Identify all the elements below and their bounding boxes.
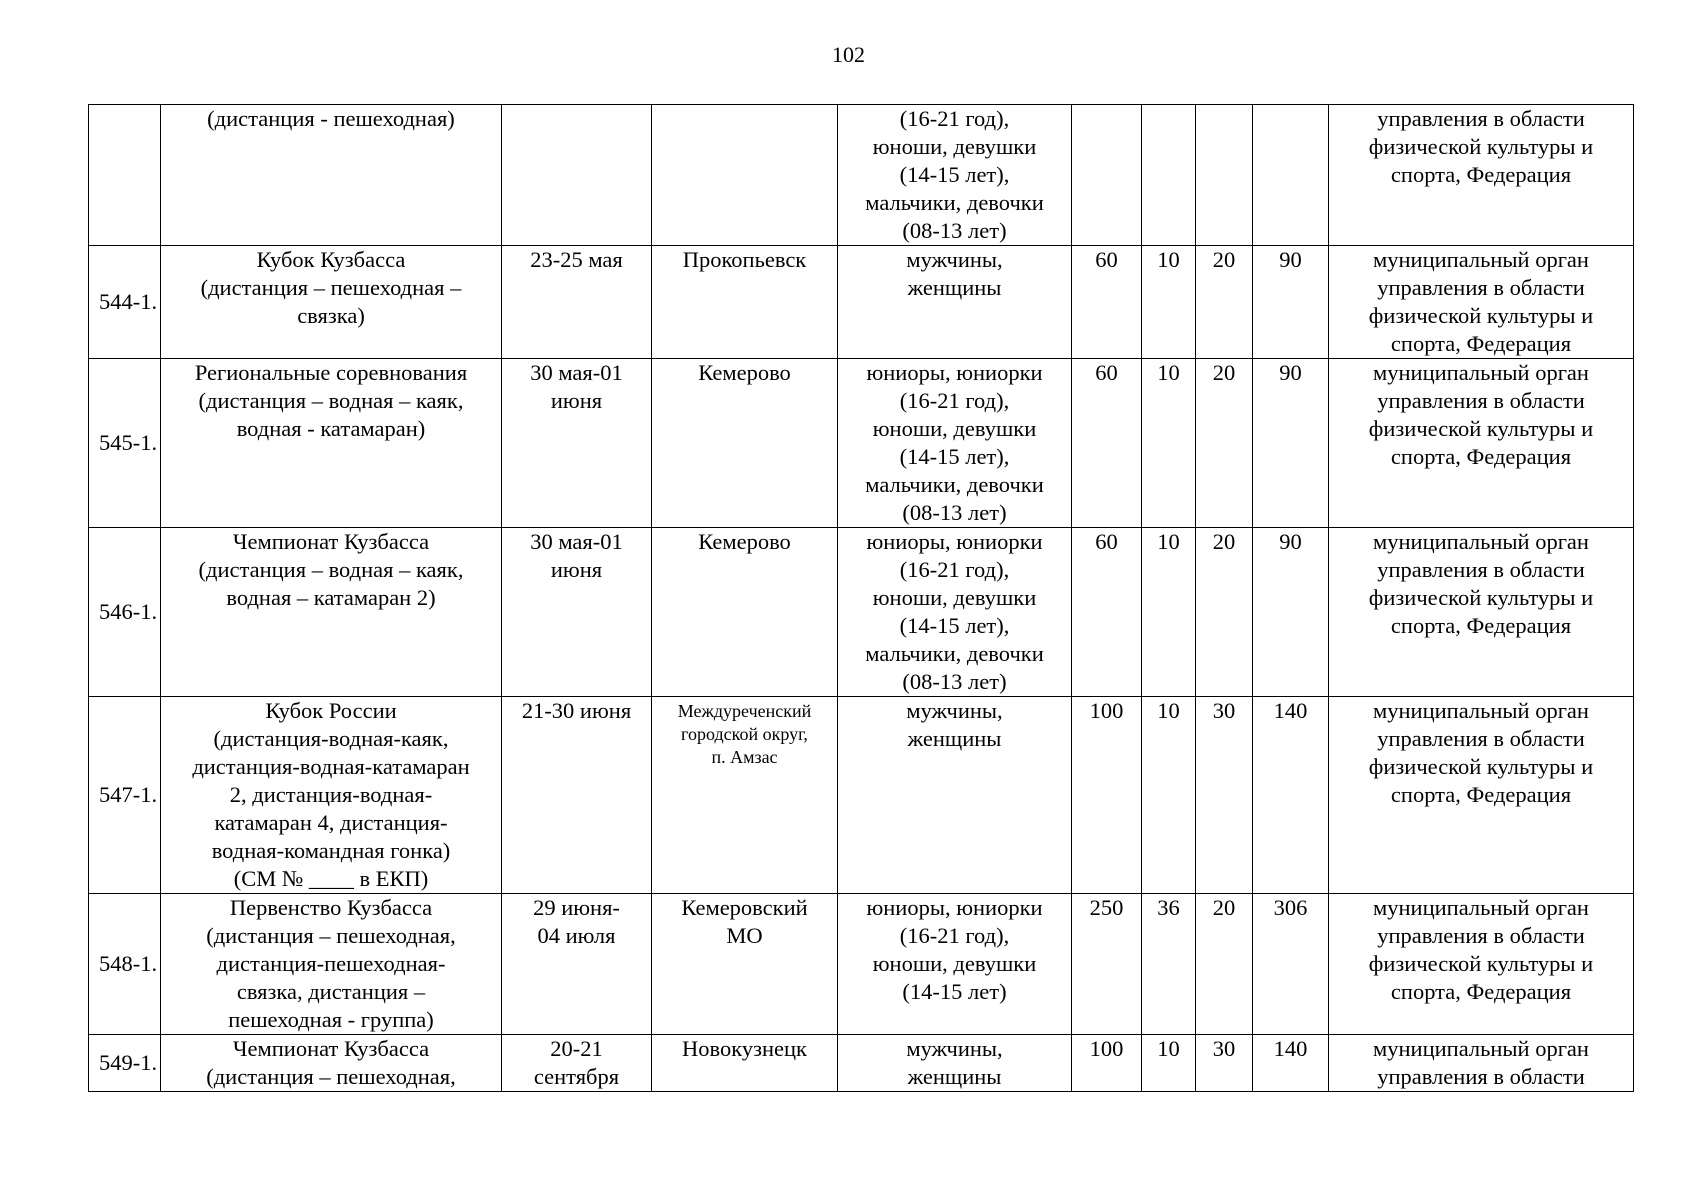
organizer-cell bbox=[1329, 105, 1634, 246]
participants-line: женщины bbox=[907, 1064, 1002, 1089]
count-judges-cell: 20 bbox=[1196, 246, 1253, 359]
participants-line: мальчики, девочки bbox=[865, 472, 1044, 497]
count-officials-cell: 10 bbox=[1142, 697, 1196, 894]
count-participants-cell: 60 bbox=[1072, 359, 1142, 528]
table-row bbox=[89, 894, 1634, 1035]
event-dates-cell bbox=[502, 1035, 652, 1092]
count-participants-cell: 250 bbox=[1072, 894, 1142, 1035]
count-total-cell: 306 bbox=[1253, 894, 1329, 1035]
event-place-line: Кемерово bbox=[698, 529, 791, 554]
event-place-line: Новокузнецк bbox=[682, 1036, 807, 1061]
count-judges-cell: 30 bbox=[1196, 697, 1253, 894]
event-name-line: Кубок Кузбасса bbox=[256, 247, 406, 272]
organizer-line: управления в области bbox=[1377, 923, 1585, 948]
organizer-cell bbox=[1329, 1035, 1634, 1092]
event-place-line: городской округ, bbox=[681, 724, 808, 744]
participants-line: женщины bbox=[907, 726, 1002, 751]
count-participants-cell: 100 bbox=[1072, 697, 1142, 894]
participants-cell bbox=[838, 1035, 1072, 1092]
participants-line: (16-21 год), bbox=[899, 923, 1010, 948]
organizer-line: спорта, Федерация bbox=[1390, 444, 1572, 469]
participants-line: (16-21 год), bbox=[899, 106, 1010, 131]
event-place-cell bbox=[652, 246, 838, 359]
count-judges-cell: 20 bbox=[1196, 894, 1253, 1035]
page-number: 102 bbox=[832, 42, 865, 67]
participants-line: юниоры, юниорки bbox=[866, 529, 1043, 554]
event-dates-line: 23-25 мая bbox=[530, 247, 623, 272]
organizer-line: муниципальный орган bbox=[1373, 698, 1589, 723]
event-name-cell bbox=[161, 894, 502, 1035]
event-name-line: (дистанция – пешеходная, bbox=[206, 923, 456, 948]
event-name-line: (СМ № ____ в ЕКП) bbox=[233, 866, 429, 891]
event-number-cell: 549-1. bbox=[89, 1035, 161, 1092]
organizer-line: муниципальный орган bbox=[1373, 360, 1589, 385]
organizer-line: управления в области bbox=[1377, 106, 1585, 131]
count-total-cell bbox=[1253, 105, 1329, 246]
event-name-line: дистанция-водная-катамаран bbox=[192, 754, 470, 779]
event-place-line: п. Амзас bbox=[711, 747, 778, 767]
organizer-line: спорта, Федерация bbox=[1390, 782, 1572, 807]
table-row bbox=[89, 697, 1634, 894]
event-dates-line: 30 мая-01 bbox=[530, 529, 623, 554]
organizer-line: муниципальный орган bbox=[1373, 529, 1589, 554]
event-name-line: (дистанция – водная – каяк, bbox=[198, 557, 464, 582]
count-participants-cell: 60 bbox=[1072, 528, 1142, 697]
event-name-line: дистанция-пешеходная- bbox=[216, 951, 446, 976]
event-name-line: (дистанция - пешеходная) bbox=[207, 106, 455, 131]
event-name-cell bbox=[161, 105, 502, 246]
participants-line: (08-13 лет) bbox=[902, 500, 1007, 525]
organizer-line: спорта, Федерация bbox=[1390, 979, 1572, 1004]
organizer-line: физической культуры и bbox=[1368, 303, 1594, 328]
count-judges-cell: 20 bbox=[1196, 528, 1253, 697]
table-row bbox=[89, 105, 1634, 246]
participants-line: (14-15 лет) bbox=[902, 979, 1007, 1004]
participants-line: мужчины, bbox=[906, 247, 1003, 272]
event-place-cell bbox=[652, 894, 838, 1035]
participants-line: мальчики, девочки bbox=[865, 641, 1044, 666]
count-participants-cell bbox=[1072, 105, 1142, 246]
event-name-line: Чемпионат Кузбасса bbox=[232, 529, 430, 554]
participants-line: (16-21 год), bbox=[899, 557, 1010, 582]
event-name-cell bbox=[161, 359, 502, 528]
participants-line: юноши, девушки bbox=[872, 416, 1037, 441]
participants-line: юниоры, юниорки bbox=[866, 895, 1043, 920]
count-total-cell: 90 bbox=[1253, 246, 1329, 359]
count-officials-cell bbox=[1142, 105, 1196, 246]
count-officials-cell: 10 bbox=[1142, 359, 1196, 528]
table-row bbox=[89, 528, 1634, 697]
event-name-line: 2, дистанция-водная- bbox=[229, 782, 433, 807]
event-name-cell bbox=[161, 246, 502, 359]
event-dates-cell bbox=[502, 246, 652, 359]
participants-line: юноши, девушки bbox=[872, 585, 1037, 610]
organizer-cell bbox=[1329, 697, 1634, 894]
event-dates-line: июня bbox=[550, 557, 603, 582]
event-name-line: пешеходная - группа) bbox=[228, 1007, 434, 1032]
organizer-line: управления в области bbox=[1377, 726, 1585, 751]
participants-cell bbox=[838, 105, 1072, 246]
count-participants-cell: 100 bbox=[1072, 1035, 1142, 1092]
event-name-line: (дистанция – пешеходная, bbox=[206, 1064, 456, 1089]
count-total-cell: 140 bbox=[1253, 697, 1329, 894]
event-place-cell bbox=[652, 359, 838, 528]
event-name-cell bbox=[161, 697, 502, 894]
event-dates-line: 21-30 июня bbox=[521, 698, 632, 723]
participants-cell bbox=[838, 528, 1072, 697]
event-place-line: Междуреченский bbox=[677, 701, 812, 721]
participants-cell bbox=[838, 697, 1072, 894]
participants-cell bbox=[838, 246, 1072, 359]
event-name-line: катамаран 4, дистанция- bbox=[214, 810, 448, 835]
event-place-cell bbox=[652, 1035, 838, 1092]
event-name-cell bbox=[161, 528, 502, 697]
event-place-line: Кемерово bbox=[698, 360, 791, 385]
event-dates-line: 20-21 bbox=[550, 1036, 603, 1061]
participants-line: женщины bbox=[907, 275, 1002, 300]
event-dates-line: 29 июня- bbox=[533, 895, 620, 920]
count-judges-cell: 30 bbox=[1196, 1035, 1253, 1092]
event-name-line: (дистанция – водная – каяк, bbox=[198, 388, 464, 413]
table-row bbox=[89, 1035, 1634, 1092]
organizer-line: спорта, Федерация bbox=[1390, 162, 1572, 187]
event-dates-line: сентября bbox=[533, 1064, 620, 1089]
event-name-line: связка) bbox=[297, 303, 365, 328]
event-number-cell: 545-1. bbox=[89, 359, 161, 528]
event-name-line: Региональные соревнования bbox=[194, 360, 468, 385]
event-number-cell: 544-1. bbox=[89, 246, 161, 359]
event-dates-cell bbox=[502, 894, 652, 1035]
event-name-line: Первенство Кузбасса bbox=[229, 895, 433, 920]
organizer-line: физической культуры и bbox=[1368, 951, 1594, 976]
participants-line: юноши, девушки bbox=[872, 951, 1037, 976]
organizer-line: спорта, Федерация bbox=[1390, 613, 1572, 638]
event-place-cell bbox=[652, 697, 838, 894]
event-name-line: (дистанция-водная-каяк, bbox=[213, 726, 449, 751]
count-total-cell: 140 bbox=[1253, 1035, 1329, 1092]
participants-cell bbox=[838, 894, 1072, 1035]
events-table bbox=[88, 104, 1634, 1092]
organizer-line: физической культуры и bbox=[1368, 134, 1594, 159]
event-name-line: водная-командная гонка) bbox=[211, 838, 451, 863]
count-judges-cell: 20 bbox=[1196, 359, 1253, 528]
participants-line: (14-15 лет), bbox=[899, 162, 1010, 187]
participants-line: юниоры, юниорки bbox=[866, 360, 1043, 385]
organizer-line: физической культуры и bbox=[1368, 754, 1594, 779]
event-dates-cell bbox=[502, 105, 652, 246]
event-number-cell bbox=[89, 105, 161, 246]
count-total-cell: 90 bbox=[1253, 528, 1329, 697]
event-place-line: МО bbox=[726, 923, 763, 948]
organizer-line: спорта, Федерация bbox=[1390, 331, 1572, 356]
event-name-line: связка, дистанция – bbox=[236, 979, 426, 1004]
event-name-line: водная – катамаран 2) bbox=[226, 585, 436, 610]
organizer-cell bbox=[1329, 528, 1634, 697]
count-officials-cell: 36 bbox=[1142, 894, 1196, 1035]
event-dates-cell bbox=[502, 697, 652, 894]
participants-line: (08-13 лет) bbox=[902, 669, 1007, 694]
event-place-cell bbox=[652, 105, 838, 246]
event-number-cell: 548-1. bbox=[89, 894, 161, 1035]
count-officials-cell: 10 bbox=[1142, 528, 1196, 697]
participants-cell bbox=[838, 359, 1072, 528]
table-row bbox=[89, 359, 1634, 528]
event-place-line: Кемеровский bbox=[681, 895, 808, 920]
table-body bbox=[89, 105, 1634, 1092]
organizer-line: муниципальный орган bbox=[1373, 1036, 1589, 1061]
event-dates-line: июня bbox=[550, 388, 603, 413]
count-judges-cell bbox=[1196, 105, 1253, 246]
count-officials-cell: 10 bbox=[1142, 1035, 1196, 1092]
participants-line: мальчики, девочки bbox=[865, 190, 1044, 215]
count-officials-cell: 10 bbox=[1142, 246, 1196, 359]
event-dates-cell bbox=[502, 359, 652, 528]
count-participants-cell: 60 bbox=[1072, 246, 1142, 359]
participants-line: (14-15 лет), bbox=[899, 444, 1010, 469]
event-dates-line: 30 мая-01 bbox=[530, 360, 623, 385]
participants-line: (16-21 год), bbox=[899, 388, 1010, 413]
participants-line: мужчины, bbox=[906, 1036, 1003, 1061]
organizer-cell bbox=[1329, 246, 1634, 359]
participants-line: (08-13 лет) bbox=[902, 218, 1007, 243]
event-dates-cell bbox=[502, 528, 652, 697]
organizer-line: муниципальный орган bbox=[1373, 247, 1589, 272]
event-number-cell: 546-1. bbox=[89, 528, 161, 697]
event-name-line: Кубок России bbox=[265, 698, 397, 723]
event-name-line: (дистанция – пешеходная – bbox=[200, 275, 462, 300]
event-name-line: водная - катамаран) bbox=[236, 416, 426, 441]
event-number-cell: 547-1. bbox=[89, 697, 161, 894]
organizer-line: управления в области bbox=[1377, 388, 1585, 413]
event-name-line: Чемпионат Кузбасса bbox=[232, 1036, 430, 1061]
organizer-cell bbox=[1329, 359, 1634, 528]
organizer-line: муниципальный орган bbox=[1373, 895, 1589, 920]
event-place-line: Прокопьевск bbox=[682, 247, 807, 272]
table-row bbox=[89, 246, 1634, 359]
participants-line: (14-15 лет), bbox=[899, 613, 1010, 638]
organizer-cell bbox=[1329, 894, 1634, 1035]
event-name-cell bbox=[161, 1035, 502, 1092]
organizer-line: управления в области bbox=[1377, 557, 1585, 582]
organizer-line: физической культуры и bbox=[1368, 416, 1594, 441]
organizer-line: управления в области bbox=[1377, 275, 1585, 300]
participants-line: юноши, девушки bbox=[872, 134, 1037, 159]
organizer-line: управления в области bbox=[1377, 1064, 1585, 1089]
participants-line: мужчины, bbox=[906, 698, 1003, 723]
count-total-cell: 90 bbox=[1253, 359, 1329, 528]
event-place-cell bbox=[652, 528, 838, 697]
event-dates-line: 04 июля bbox=[537, 923, 616, 948]
organizer-line: физической культуры и bbox=[1368, 585, 1594, 610]
